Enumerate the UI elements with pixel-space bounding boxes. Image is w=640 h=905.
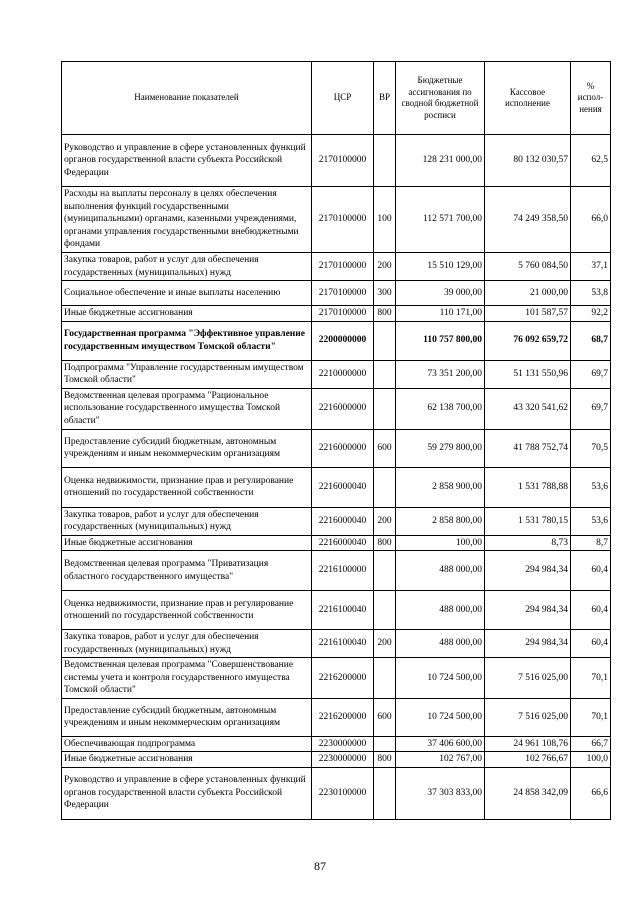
cell-cash: 24 961 108,76 [485, 736, 571, 752]
cell-csr: 2210000000 [312, 360, 374, 388]
cell-csr: 2216000000 [312, 388, 374, 429]
cell-percent: 69,7 [571, 388, 611, 429]
cell-vr [374, 467, 396, 507]
table-row [62, 551, 611, 591]
cell-vr: 200 [374, 630, 396, 658]
table-row [62, 630, 611, 658]
cell-assigned: 488 000,00 [396, 591, 485, 630]
cell-name: Закупка товаров, работ и услуг для обеспечения государственных (муниципальных) нужд [62, 253, 312, 281]
cell-csr: 2170100000 [312, 281, 374, 306]
table-row [62, 388, 611, 429]
cell-assigned: 128 231 000,00 [396, 135, 485, 187]
table-row [62, 507, 611, 535]
cell-csr: 2216000040 [312, 507, 374, 535]
cell-cash: 7 516 025,00 [485, 698, 571, 736]
cell-assigned: 10 724 500,00 [396, 698, 485, 736]
cell-csr: 2216200000 [312, 698, 374, 736]
cell-assigned: 37 406 600,00 [396, 736, 485, 752]
cell-vr [374, 388, 396, 429]
cell-vr [374, 591, 396, 630]
table-row [62, 767, 611, 819]
cell-vr: 200 [374, 507, 396, 535]
cell-name: Закупка товаров, работ и услуг для обеспечения государственных (муниципальных) нужд [62, 507, 312, 535]
cell-cash: 43 320 541,62 [485, 388, 571, 429]
cell-csr: 2216100000 [312, 551, 374, 591]
cell-vr [374, 658, 396, 699]
cell-csr: 2216000000 [312, 429, 374, 467]
cell-percent: 53,6 [571, 507, 611, 535]
cell-cash: 1 531 780,15 [485, 507, 571, 535]
table-row [62, 467, 611, 507]
header-row [62, 62, 611, 135]
cell-cash: 294 984,34 [485, 591, 571, 630]
cell-cash: 24 858 342,09 [485, 767, 571, 819]
cell-assigned: 39 000,00 [396, 281, 485, 306]
cell-assigned: 488 000,00 [396, 630, 485, 658]
cell-vr: 600 [374, 429, 396, 467]
cell-cash: 294 984,34 [485, 551, 571, 591]
cell-percent: 70,5 [571, 429, 611, 467]
cell-vr [374, 321, 396, 360]
header-vr: ВР [374, 62, 396, 135]
cell-name: Иные бюджетные ассигнования [62, 752, 312, 768]
cell-vr: 300 [374, 281, 396, 306]
cell-assigned: 37 303 833,00 [396, 767, 485, 819]
cell-name: Руководство и управление в сфере установленных функций органов государственной власти субъекта Российской Федерации [62, 135, 312, 187]
cell-assigned: 10 724 500,00 [396, 658, 485, 699]
cell-name: Обеспечивающая подпрограмма [62, 736, 312, 752]
table-row [62, 281, 611, 306]
page-number: 87 [314, 859, 326, 873]
cell-percent: 53,6 [571, 467, 611, 507]
cell-assigned: 15 510 129,00 [396, 253, 485, 281]
cell-cash: 41 788 752,74 [485, 429, 571, 467]
cell-percent: 100,0 [571, 752, 611, 768]
cell-assigned: 59 279 800,00 [396, 429, 485, 467]
cell-csr: 2216100040 [312, 630, 374, 658]
table-row [62, 535, 611, 551]
cell-name: Подпрограмма "Управление государственным имуществом Томской области" [62, 360, 312, 388]
header-assigned: Бюджетные ассигнования по сводной бюджетной росписи [396, 62, 485, 135]
table-row [62, 698, 611, 736]
cell-percent: 60,4 [571, 630, 611, 658]
cell-name: Расходы на выплаты персоналу в целях обеспечения выполнения функций государственными (муниципальными) органами, казенными учреждениями, органами управления государственными внебюджетными фондами [62, 187, 312, 253]
table-row [62, 591, 611, 630]
cell-percent: 70,1 [571, 698, 611, 736]
cell-csr: 2170100000 [312, 306, 374, 322]
cell-assigned: 112 571 700,00 [396, 187, 485, 253]
cell-cash: 7 516 025,00 [485, 658, 571, 699]
cell-percent: 69,7 [571, 360, 611, 388]
cell-name: Закупка товаров, работ и услуг для обеспечения государственных (муниципальных) нужд [62, 630, 312, 658]
cell-percent: 66,0 [571, 187, 611, 253]
header-csr: ЦСР [312, 62, 374, 135]
table-row [62, 658, 611, 699]
table-row [62, 135, 611, 187]
cell-csr: 2216200000 [312, 658, 374, 699]
cell-percent: 37,1 [571, 253, 611, 281]
cell-name: Оценка недвижимости, признание прав и регулирование отношений по государственной собственности [62, 467, 312, 507]
cell-csr: 2230000000 [312, 736, 374, 752]
table-row [62, 187, 611, 253]
cell-name: Ведомственная целевая программа "Рациональное использование государственного имущества Томской области" [62, 388, 312, 429]
cell-assigned: 62 138 700,00 [396, 388, 485, 429]
cell-vr: 800 [374, 535, 396, 551]
cell-percent: 60,4 [571, 591, 611, 630]
cell-csr: 2216000040 [312, 535, 374, 551]
cell-name: Предоставление субсидий бюджетным, автономным учреждениям и иным некоммерческим организациям [62, 698, 312, 736]
cell-percent: 60,4 [571, 551, 611, 591]
cell-csr: 2170100000 [312, 135, 374, 187]
header-percent: % испол- нения [571, 62, 611, 135]
cell-csr: 2170100000 [312, 187, 374, 253]
cell-vr: 600 [374, 698, 396, 736]
cell-assigned: 2 858 900,00 [396, 467, 485, 507]
cell-csr: 2200000000 [312, 321, 374, 360]
cell-vr: 800 [374, 306, 396, 322]
cell-percent: 68,7 [571, 321, 611, 360]
cell-name: Ведомственная целевая программа "Совершенствование системы учета и контроля государственного имущества Томской области" [62, 658, 312, 699]
budget-table [61, 61, 611, 820]
cell-vr [374, 767, 396, 819]
cell-cash: 102 766,67 [485, 752, 571, 768]
table-row [62, 429, 611, 467]
cell-name: Иные бюджетные ассигнования [62, 306, 312, 322]
cell-vr: 800 [374, 752, 396, 768]
cell-cash: 1 531 788,88 [485, 467, 571, 507]
cell-cash: 21 000,00 [485, 281, 571, 306]
cell-csr: 2230000000 [312, 752, 374, 768]
header-cash: Кассовое исполнение [485, 62, 571, 135]
cell-percent: 66,7 [571, 736, 611, 752]
cell-assigned: 110 757 800,00 [396, 321, 485, 360]
cell-percent: 70,1 [571, 658, 611, 699]
table-row [62, 253, 611, 281]
header-name: Наименование показателей [62, 62, 312, 135]
table-row [62, 752, 611, 768]
cell-name: Руководство и управление в сфере установленных функций органов государственной власти субъекта Российской Федерации [62, 767, 312, 819]
cell-csr: 2216100040 [312, 591, 374, 630]
table-row [62, 306, 611, 322]
cell-name: Предоставление субсидий бюджетным, автономным учреждениям и иным некоммерческим организациям [62, 429, 312, 467]
cell-cash: 5 760 084,50 [485, 253, 571, 281]
cell-vr [374, 135, 396, 187]
table-row [62, 321, 611, 360]
cell-percent: 92,2 [571, 306, 611, 322]
cell-name: Оценка недвижимости, признание прав и регулирование отношений по государственной собственности [62, 591, 312, 630]
cell-assigned: 73 351 200,00 [396, 360, 485, 388]
cell-csr: 2216000040 [312, 467, 374, 507]
table-row [62, 736, 611, 752]
cell-cash: 294 984,34 [485, 630, 571, 658]
cell-percent: 8,7 [571, 535, 611, 551]
cell-assigned: 110 171,00 [396, 306, 485, 322]
cell-percent: 53,8 [571, 281, 611, 306]
cell-csr: 2230100000 [312, 767, 374, 819]
cell-assigned: 100,00 [396, 535, 485, 551]
cell-cash: 51 131 550,96 [485, 360, 571, 388]
cell-cash: 74 249 358,50 [485, 187, 571, 253]
cell-vr [374, 736, 396, 752]
cell-cash: 80 132 030,57 [485, 135, 571, 187]
cell-vr [374, 551, 396, 591]
cell-assigned: 102 767,00 [396, 752, 485, 768]
cell-name: Ведомственная целевая программа "Приватизация областного государственного имущества" [62, 551, 312, 591]
cell-name: Иные бюджетные ассигнования [62, 535, 312, 551]
cell-cash: 8,73 [485, 535, 571, 551]
cell-assigned: 2 858 800,00 [396, 507, 485, 535]
cell-assigned: 488 000,00 [396, 551, 485, 591]
cell-percent: 62,5 [571, 135, 611, 187]
cell-cash: 76 092 659,72 [485, 321, 571, 360]
cell-cash: 101 587,57 [485, 306, 571, 322]
table-row [62, 360, 611, 388]
cell-name: Государственная программа "Эффективное управление государственным имуществом Томской области" [62, 321, 312, 360]
cell-vr [374, 360, 396, 388]
cell-csr: 2170100000 [312, 253, 374, 281]
cell-vr: 200 [374, 253, 396, 281]
cell-name: Социальное обеспечение и иные выплаты населению [62, 281, 312, 306]
cell-vr: 100 [374, 187, 396, 253]
cell-percent: 66,6 [571, 767, 611, 819]
